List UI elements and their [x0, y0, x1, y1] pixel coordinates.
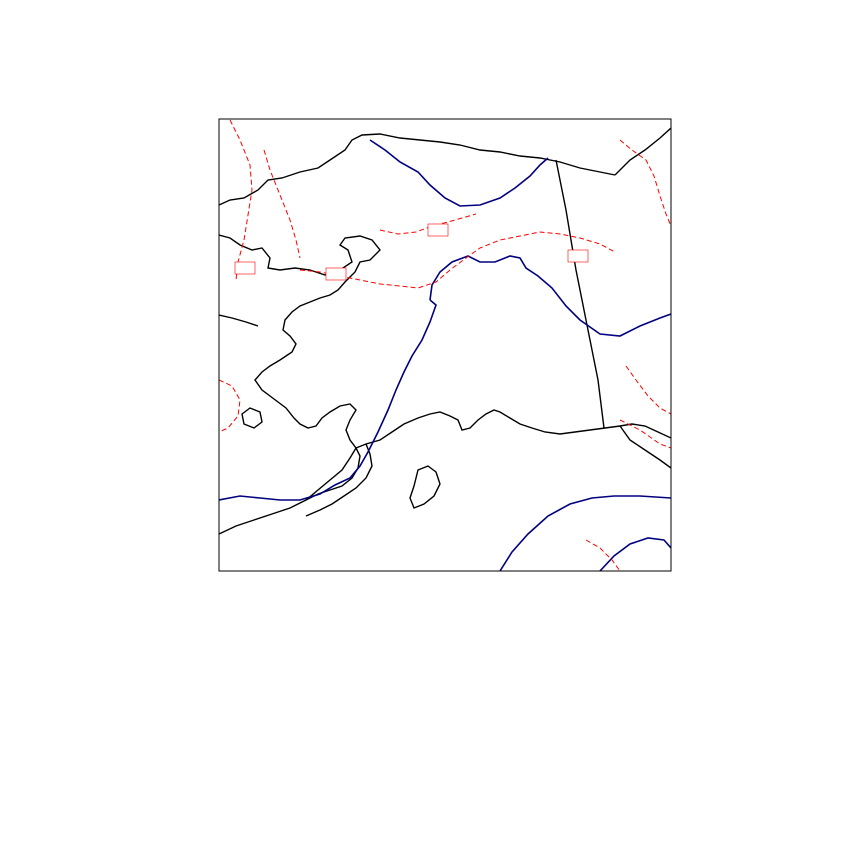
- weather-map: [160, 110, 680, 600]
- map-frame: [219, 119, 671, 571]
